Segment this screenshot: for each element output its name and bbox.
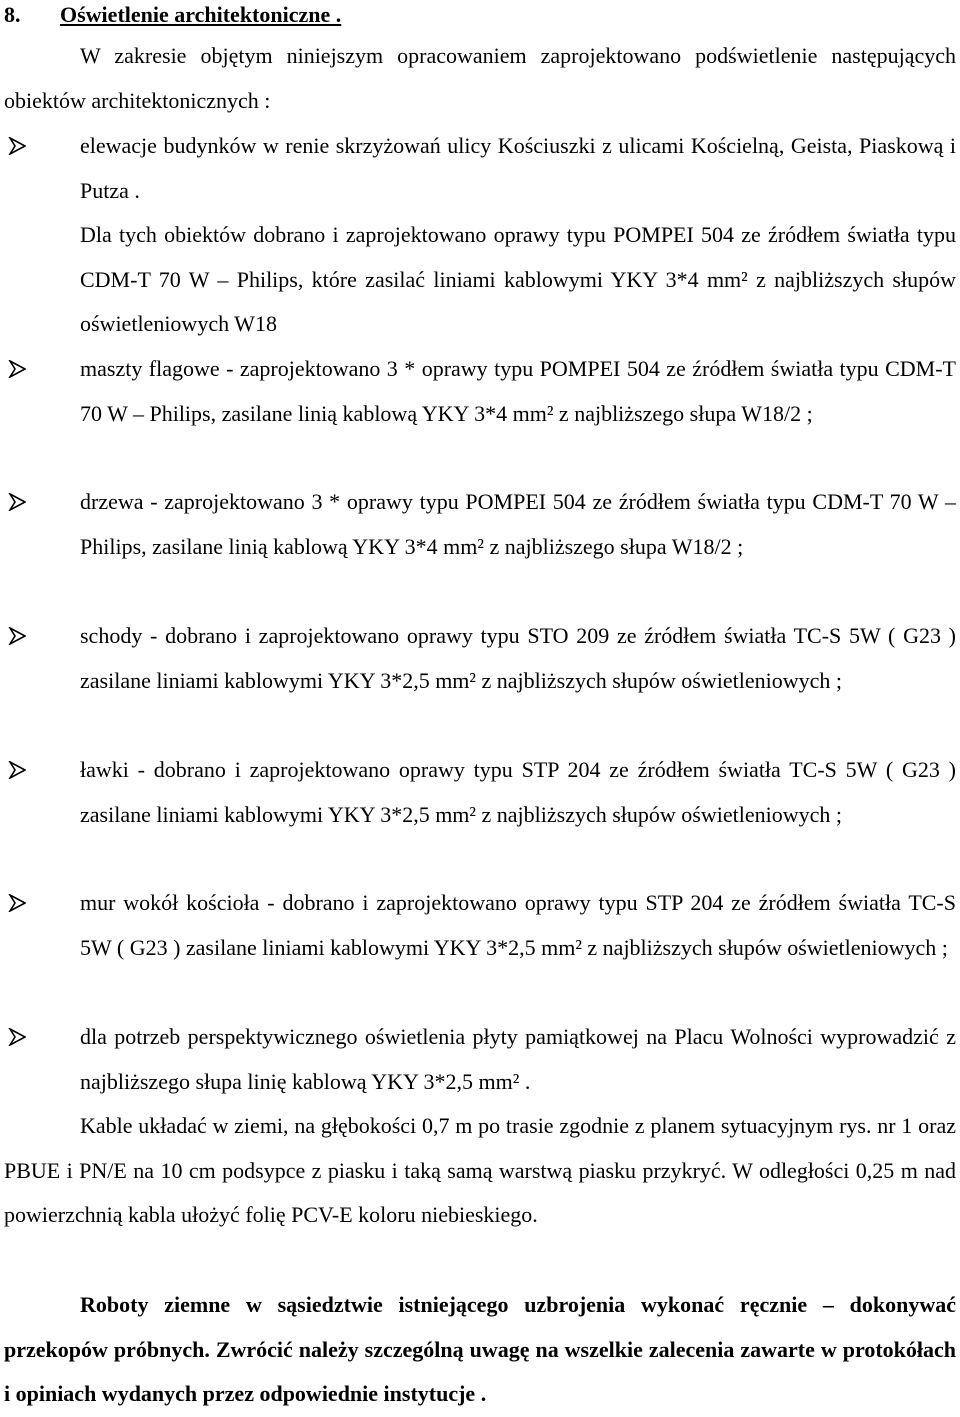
list-item (4, 124, 956, 213)
intro-paragraph: W zakresie objętym niniejszym opracowaniem zaprojektowano podświetlenie następujących obiektów architektonicznych : (4, 43, 956, 113)
list-item-text: dla potrzeb perspektywicznego oświetlenia płyty pamiątkowej na Placu Wolności wyprowadzić z najbliższego słupa linię kablową YKY 3*2,5 mm² . (80, 1024, 956, 1094)
warning-paragraph: Roboty ziemne w sąsiedztwie istniejącego uzbrojenia wykonać ręcznie – dokonywać przekopów próbnych. Zwrócić należy szczególną uwagę na wszelkie zalecenia zawarte w protokółach i opiniach wydanych przez odpowiednie instytucje . (4, 1292, 956, 1406)
list-item (4, 480, 956, 569)
arrowhead-bullet-icon (8, 137, 26, 155)
arrowhead-bullet-icon (8, 761, 26, 779)
list-item-text: drzewa - zaprojektowano 3 * oprawy typu POMPEI 504 ze źródłem światła typu CDM-T 70 W – Philips, zasilane linią kablową YKY 3*4 mm² z najbliższego słupa W18/2 ; (80, 489, 956, 559)
arrowhead-bullet-icon (8, 360, 26, 378)
list-item (4, 748, 956, 837)
section-number: 8. (4, 2, 21, 27)
facade-note: Dla tych obiektów dobrano i zaprojektowano oprawy typu POMPEI 504 ze źródłem światła typu CDM-T 70 W – Philips, które zasilać liniami kablowymi YKY 3*4 mm² z najbliższych słupów oświetleniowych W18 (80, 222, 956, 336)
arrowhead-bullet-icon (8, 1028, 26, 1046)
arrowhead-bullet-icon (8, 894, 26, 912)
section-title: Oświetlenie architektoniczne . (60, 2, 342, 27)
arrowhead-bullet-icon (8, 493, 26, 511)
list-item (4, 347, 956, 436)
list-item-text: elewacje budynków w renie skrzyżowań ulicy Kościuszki z ulicami Kościelną, Geista, Piaskową i Putza . (80, 133, 956, 203)
arrowhead-bullet-icon (8, 627, 26, 645)
list-item-text: ławki - dobrano i zaprojektowano oprawy typu STP 204 ze źródłem światła TC-S 5W ( G23 ) zasilane liniami kablowymi YKY 3*2,5 mm² z najbliższych słupów oświetleniowych ; (80, 757, 956, 827)
list-item (4, 881, 956, 970)
list-item (4, 1015, 956, 1104)
list-item (4, 614, 956, 703)
list-item-text: mur wokół kościoła - dobrano i zaprojektowano oprawy typu STP 204 ze źródłem światła TC-S 5W ( G23 ) zasilane liniami kablowymi YKY 3*2,5 mm² z najbliższych słupów oświetleniowych ; (80, 890, 956, 960)
list-item-text: schody - dobrano i zaprojektowano oprawy typu STO 209 ze źródłem światła TC-S 5W ( G23 ) zasilane liniami kablowymi YKY 3*2,5 mm² z najbliższych słupów oświetleniowych ; (80, 623, 956, 693)
cables-paragraph: Kable układać w ziemi, na głębokości 0,7 m po trasie zgodnie z planem sytuacyjnym rys. nr 1 oraz PBUE i PN/E na 10 cm podsypce z piasku i taką samą warstwą piasku przykryć. W odległości 0,25 m nad powierzchnią kabla ułożyć folię PCV-E koloru niebieskiego. (4, 1113, 956, 1227)
list-item-text: maszty flagowe - zaprojektowano 3 * oprawy typu POMPEI 504 ze źródłem światła typu CDM-T 70 W – Philips, zasilane linią kablową YKY 3*4 mm² z najbliższego słupa W18/2 ; (80, 356, 956, 426)
section-heading (4, 2, 341, 28)
